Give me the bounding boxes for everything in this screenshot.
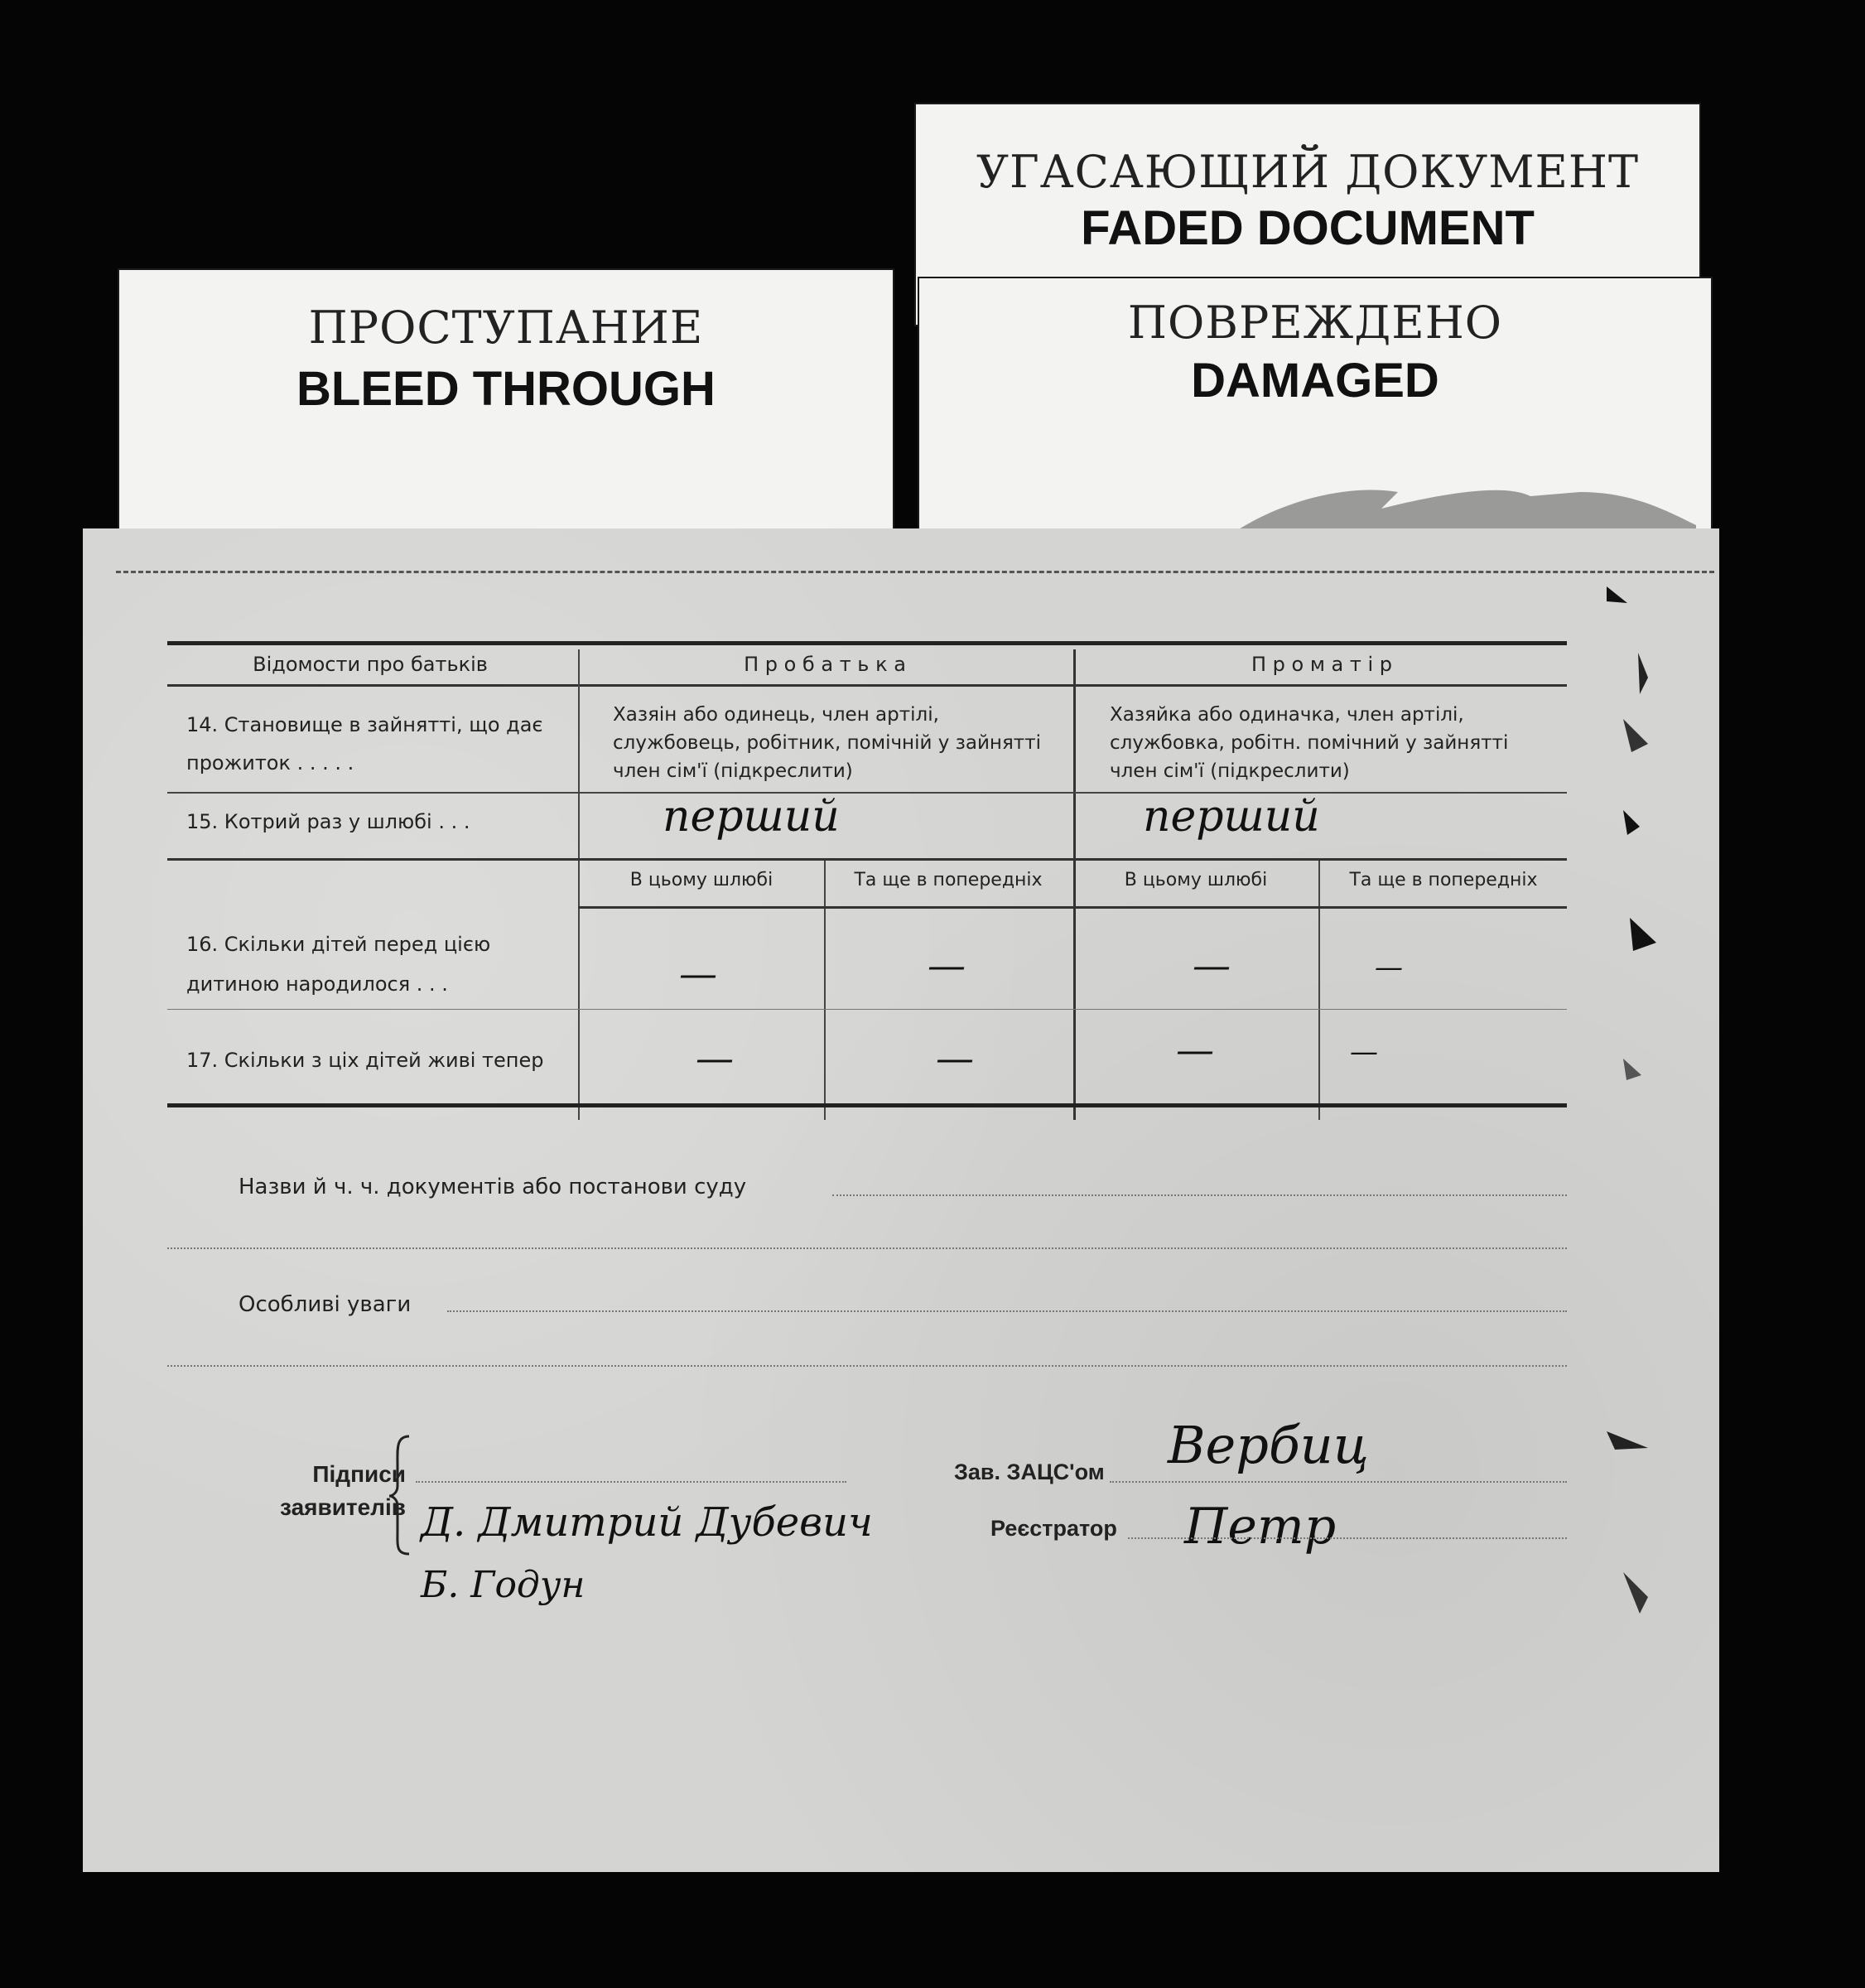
row15-divider [167, 858, 1567, 861]
row14-mother-options: Хазяйка або одиначка, член артілі, службовка, робітн. помічний у зайнятті член сім'ї (підкреслити) [1110, 704, 1509, 782]
header-parents-info: Відомости про батьків [253, 653, 488, 676]
subheader-father-previous: Та ще в попередніх [854, 870, 1043, 890]
bleed-card-english-text: BLEED THROUGH [296, 362, 716, 416]
damaged-card-russian-text: ПОВРЕЖДЕНО [1127, 297, 1503, 349]
registrar-label: Реєстратор [990, 1516, 1117, 1541]
damaged-card [918, 277, 1713, 533]
row17-value-4: — [1350, 1035, 1378, 1069]
damaged-card-english-text: DAMAGED [1191, 354, 1439, 408]
row15-father-handwriting: перший [663, 792, 840, 842]
row17-label: 17. Скільки з ціх дітей живі тепер [186, 1049, 544, 1072]
applicant1-signature: Д. Дмитрий Дубевич [421, 1499, 873, 1546]
row16-value-2: — [928, 943, 966, 987]
row16-value-1: — [679, 951, 717, 996]
table-top-rule [167, 641, 1567, 645]
subheader-mother-previous: Та ще в попередніх [1349, 870, 1538, 890]
row16-value-4: — [1375, 951, 1403, 984]
registrar-signature-line [1128, 1537, 1567, 1539]
row17-value-2: — [936, 1035, 974, 1080]
faded-card-russian-text: УГАСАЮЩИЙ ДОКУМЕНТ [976, 146, 1640, 198]
subheader-mother-this-marriage: В цьому шлюбі [1124, 870, 1268, 890]
civil-record-form [83, 528, 1719, 1872]
column-divider-1b [578, 1045, 580, 1120]
signatures-label: Підписи заявителів [280, 1461, 406, 1520]
row14-label: 14. Становище в зайнятті, що дає прожиток . . . . . [186, 713, 543, 774]
perforation-line [116, 571, 1714, 573]
applicant2-signature: Б. Годун [421, 1564, 586, 1606]
row17-value-1: — [696, 1035, 734, 1080]
column-divider-3b [824, 1045, 826, 1120]
row14-divider [167, 792, 1567, 794]
table-bottom-rule [167, 1103, 1567, 1107]
head-signature-line [1110, 1481, 1567, 1483]
column-divider-1 [578, 649, 580, 1045]
subheader-father-this-marriage: В цьому шлюбі [629, 870, 773, 890]
edge-damage-marks [1590, 578, 1723, 1738]
row15-mother-handwriting: перший [1143, 792, 1320, 842]
registrar-signature: Петр [1184, 1498, 1337, 1556]
bleed-card-russian-text: ПРОСТУПАНИЕ [308, 302, 704, 354]
row14-father-options: Хазяін або одинець, член артілі, службовець, робітник, помічній у зайнятті член сім'ї (підкреслити) [613, 704, 1041, 782]
signatures-brace [388, 1433, 412, 1557]
subheader-divider [578, 906, 1567, 909]
column-divider-2 [1073, 649, 1076, 1045]
header-about-mother: П р о м а т і р [1251, 653, 1393, 676]
bleed-through-card [118, 268, 894, 533]
notes-line-2 [167, 1365, 1567, 1367]
column-divider-2b [1073, 1045, 1076, 1120]
column-divider-4b [1318, 1045, 1320, 1120]
header-about-father: П р о б а т ь к а [744, 653, 906, 676]
row15-label: 15. Котрий раз у шлюбі . . . [186, 810, 470, 833]
row17-value-3: — [1176, 1027, 1214, 1072]
row16-divider [167, 1009, 1567, 1010]
head-of-registry-label: Зав. ЗАЦС'ом [954, 1460, 1105, 1484]
documents-line-1 [832, 1194, 1567, 1196]
header-divider [167, 684, 1567, 687]
faded-card-english-text: FADED DOCUMENT [1081, 201, 1535, 255]
head-of-registry-signature: Вербиц [1168, 1415, 1369, 1475]
notes-line-1 [447, 1310, 1567, 1312]
row16-label: 16. Скільки дітей перед цією дитиною народилося . . . [186, 933, 491, 996]
torn-paper-fragment [1232, 475, 1696, 533]
documents-label: Назви й ч. ч. документів або постанови суду [239, 1175, 747, 1199]
documents-line-2 [167, 1247, 1567, 1249]
applicant-signature-line [416, 1481, 846, 1483]
notes-label: Особливі уваги [239, 1292, 412, 1317]
row16-value-3: — [1193, 943, 1231, 987]
